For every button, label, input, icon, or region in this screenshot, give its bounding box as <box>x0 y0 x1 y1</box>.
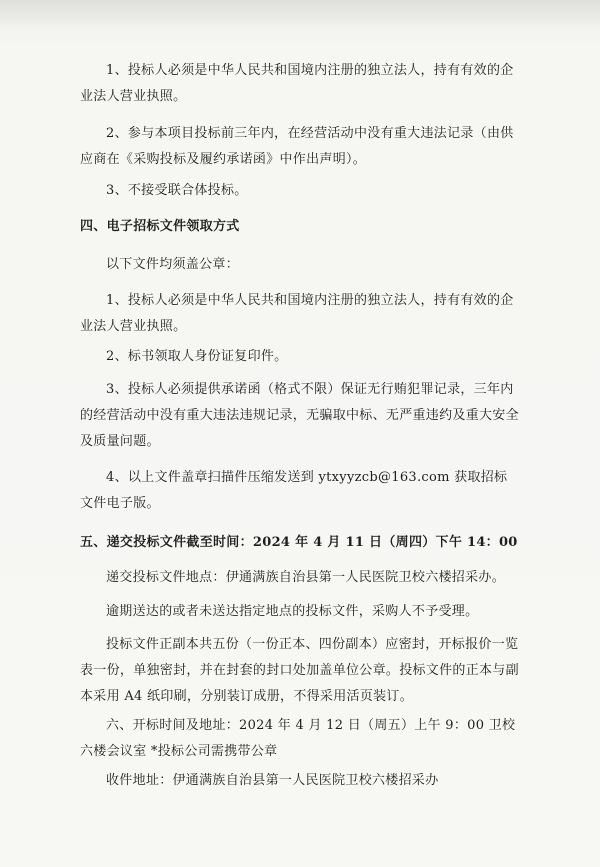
section5-late-notice: 逾期送达的或者未送达指定地点的投标文件，采购人不予受理。 <box>106 604 479 619</box>
section5-heading: 五、递交投标文件截至时间：2024 年 4 月 11 日（周四）下午 14：00 <box>80 535 518 550</box>
scan-edge-shadow <box>0 0 600 30</box>
section3-item-2: 2、参与本项目投标前三年内，在经营活动中没有重大违法记录（由供应商在《采购投标及履约承诺函》中作出声明）。 <box>80 126 514 167</box>
section4-item-1: 1、投标人必须是中华人民共和国境内注册的独立法人，持有有效的企业法人营业执照。 <box>80 293 514 334</box>
section3-item-1: 1、投标人必须是中华人民共和国境内注册的独立法人，持有有效的企业法人营业执照。 <box>80 63 514 104</box>
section4-item-3: 3、投标人必须提供承诺函（格式不限）保证无行贿犯罪记录，三年内的经营活动中没有重大违法违规记录，无骗取中标、无严重违约及重大安全及质量问题。 <box>80 382 519 449</box>
section3-item-3: 3、不接受联合体投标。 <box>106 183 248 198</box>
section4-intro: 以下文件均须盖公章： <box>106 257 240 272</box>
section6-heading: 六、开标时间及地址：2024 年 4 月 12 日（周五）上午 9：00 卫校六楼会议室 *投标公司需携带公章 <box>80 718 516 759</box>
section5-copies: 投标文件正副本共五份（一份正本、四份副本）应密封，开标报价一览表一份，单独密封，并在封套的封口处加盖单位公章。投标文件的正本与副本采用 A4 纸印刷，分别装订成册，不得采用活页装订。 <box>80 637 519 704</box>
section4-item-2: 2、标书领取人身份证复印件。 <box>106 349 288 364</box>
section6-receiver-address: 收件地址：伊通满族自治县第一人民医院卫校六楼招采办 <box>106 773 439 788</box>
section5-location: 递交投标文件地点：伊通满族自治县第一人民医院卫校六楼招采办。 <box>106 570 506 585</box>
section4-item-4: 4、以上文件盖章扫描件压缩发送到 ytxyyzcb@163.com 获取招标文件电子版。 <box>80 470 508 511</box>
section4-heading: 四、电子招标文件领取方式 <box>80 219 240 234</box>
